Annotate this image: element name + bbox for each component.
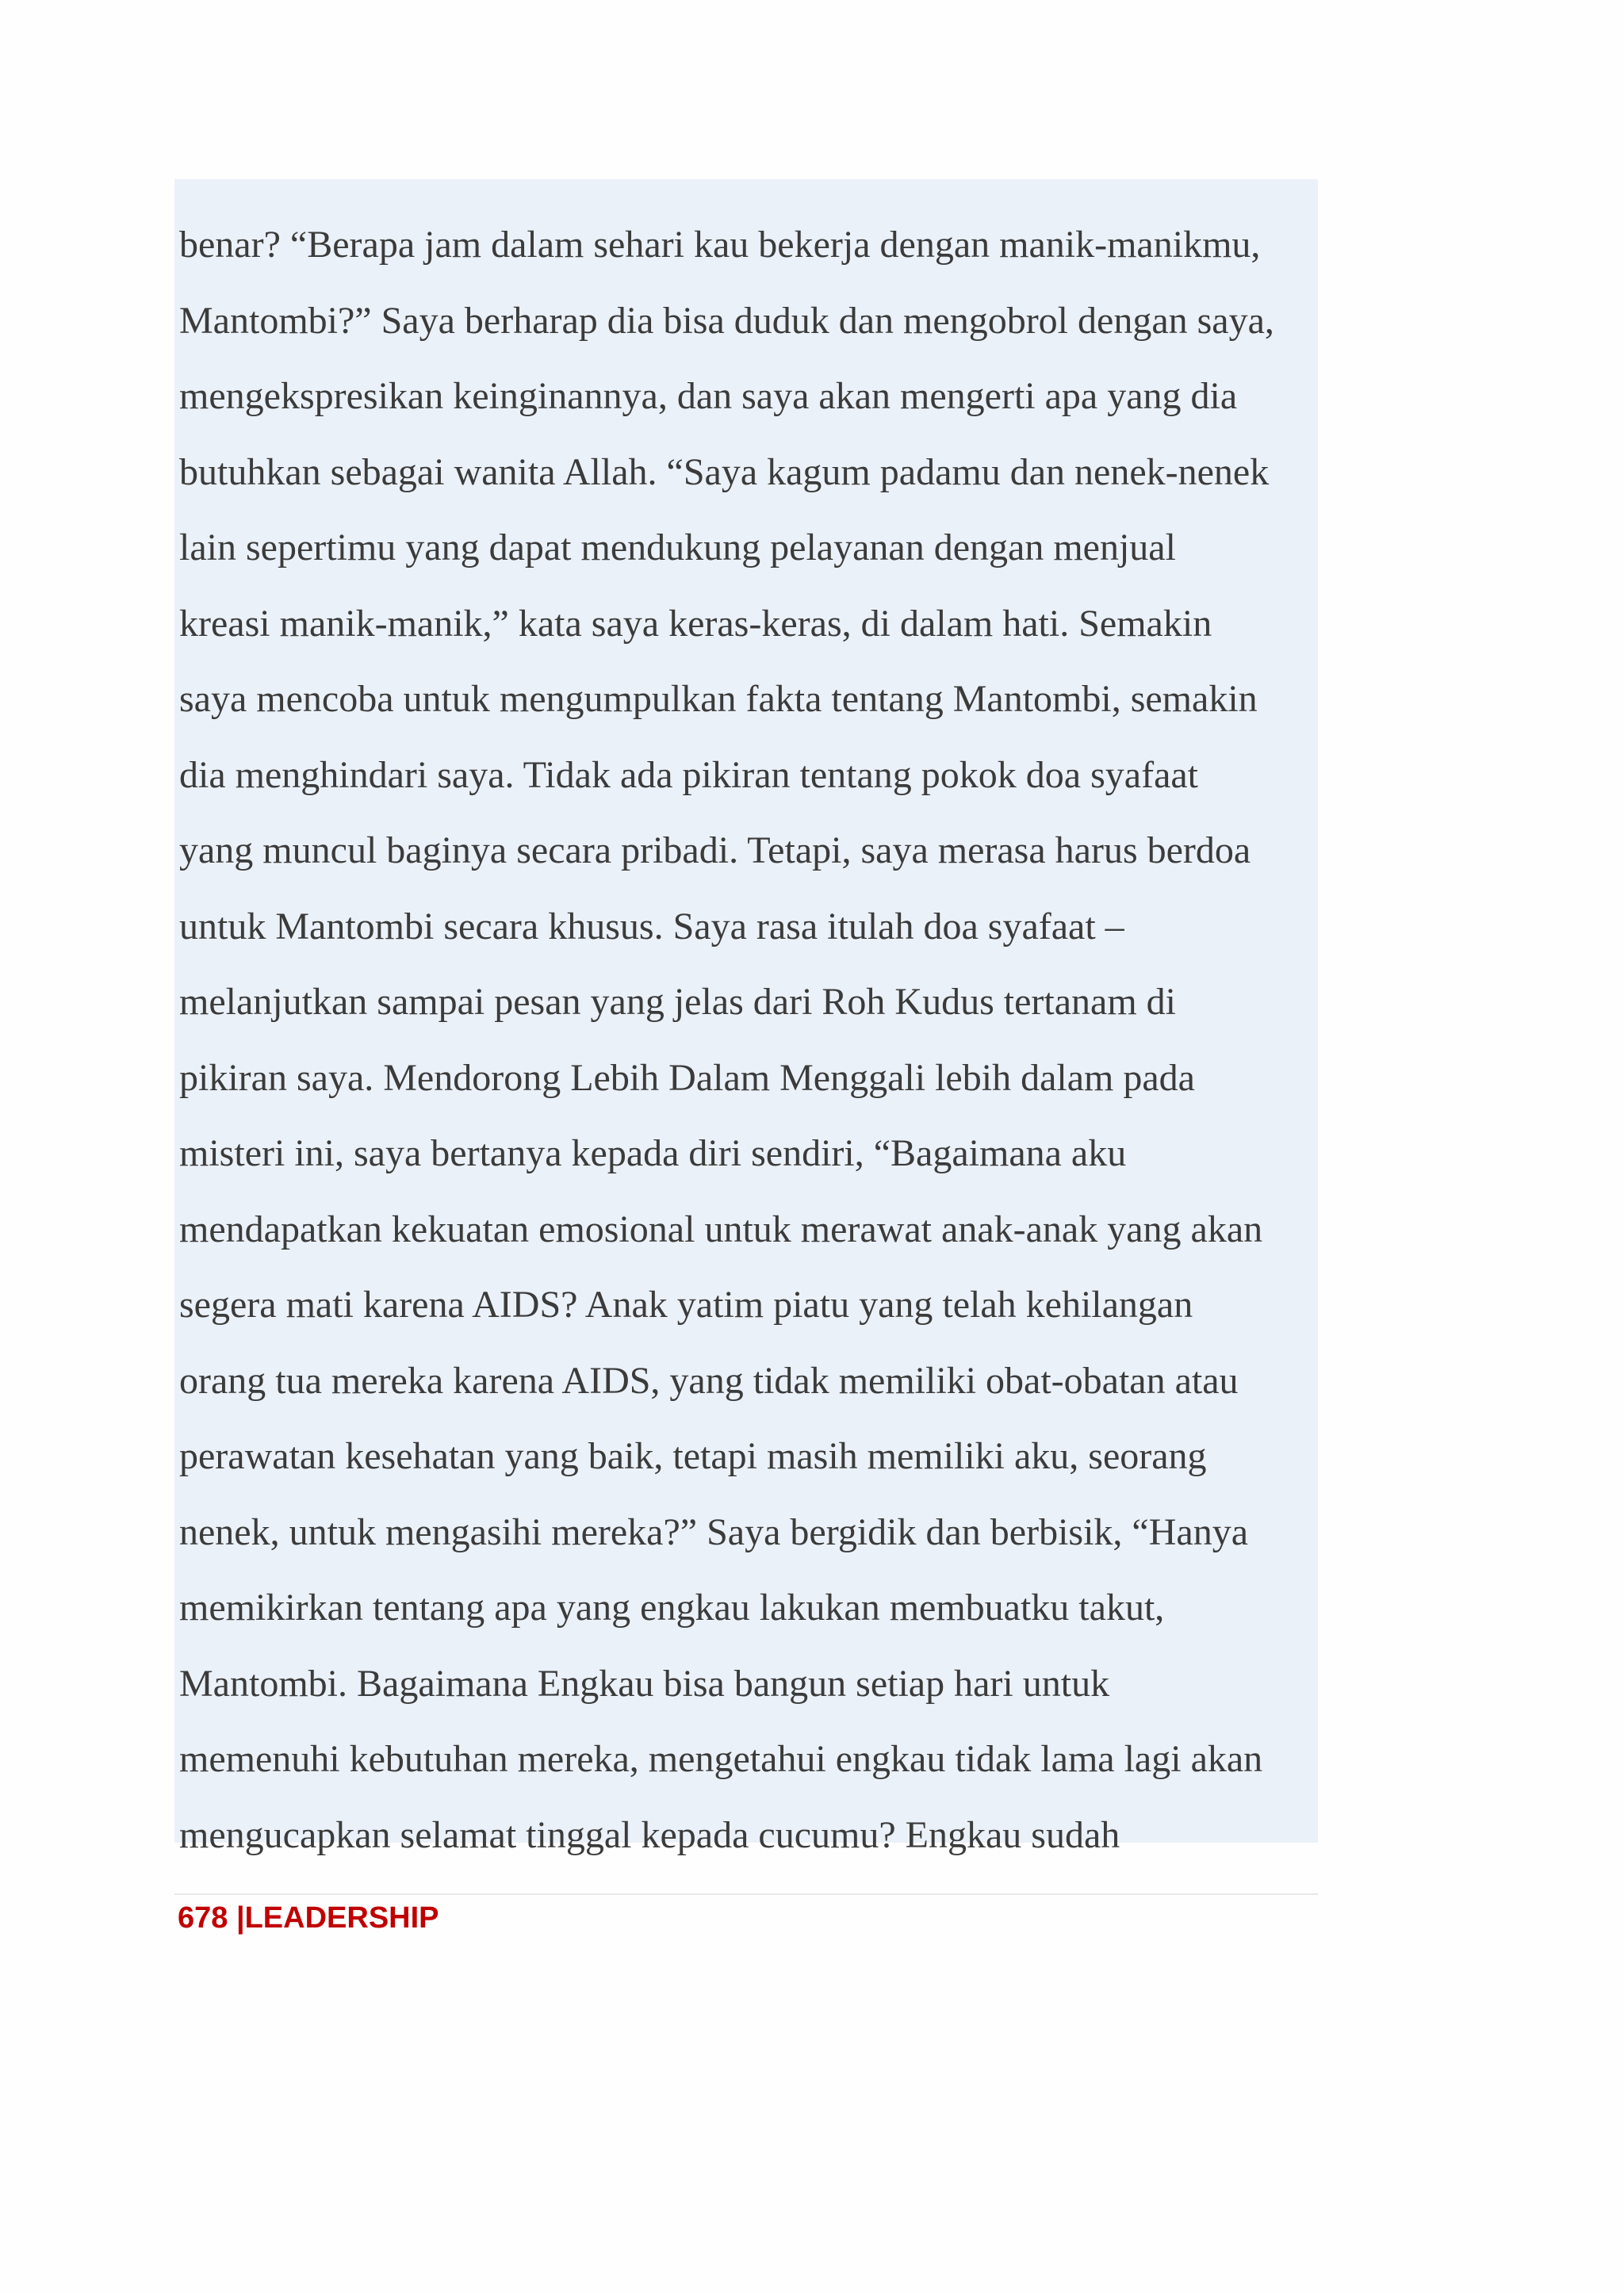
- text-line: segera mati karena AIDS? Anak yatim piatu yang telah kehilangan: [179, 1284, 1193, 1326]
- text-line: memenuhi kebutuhan mereka, mengetahui engkau tidak lama lagi akan: [179, 1738, 1263, 1780]
- page-footer-label: 678 |LEADERSHIP: [178, 1901, 439, 1935]
- text-line: mengekspresikan keinginannya, dan saya akan mengerti apa yang dia: [179, 375, 1238, 417]
- text-line: melanjutkan sampai pesan yang jelas dari Roh Kudus tertanam di: [179, 981, 1176, 1023]
- text-line: yang muncul baginya secara pribadi. Tetapi, saya merasa harus berdoa: [179, 829, 1251, 871]
- text-line: memikirkan tentang apa yang engkau lakukan membuatku takut,: [179, 1587, 1165, 1629]
- text-line: dia menghindari saya. Tidak ada pikiran tentang pokok doa syafaat: [179, 753, 1199, 796]
- text-line: mengucapkan selamat tinggal kepada cucumu? Engkau sudah: [179, 1813, 1120, 1856]
- text-line: misteri ini, saya bertanya kepada diri sendiri, “Bagaimana aku: [179, 1132, 1127, 1174]
- text-line: lain sepertimu yang dapat mendukung pelayanan dengan menjual: [179, 526, 1176, 568]
- text-line: mendapatkan kekuatan emosional untuk merawat anak-anak yang akan: [179, 1208, 1263, 1250]
- text-line: kreasi manik-manik,” kata saya keras-keras, di dalam hati. Semakin: [179, 602, 1212, 645]
- text-line: Mantombi?” Saya berharap dia bisa duduk dan mengobrol dengan saya,: [179, 299, 1274, 342]
- text-line: untuk Mantombi secara khusus. Saya rasa itulah doa syafaat –: [179, 905, 1124, 947]
- highlighted-text-block: [174, 179, 1318, 1856]
- text-line: Mantombi. Bagaimana Engkau bisa bangun setiap hari untuk: [179, 1662, 1110, 1705]
- text-line: saya mencoba untuk mengumpulkan fakta tentang Mantombi, semakin: [179, 678, 1258, 720]
- footer-divider: [174, 1893, 1318, 1895]
- body-text: [179, 207, 1274, 1873]
- text-line: pikiran saya. Mendorong Lebih Dalam Menggali lebih dalam pada: [179, 1056, 1195, 1099]
- text-line: nenek, untuk mengasihi mereka?” Saya bergidik dan berbisik, “Hanya: [179, 1510, 1249, 1553]
- text-line: benar? “Berapa jam dalam sehari kau bekerja dengan manik-manikmu,: [179, 224, 1261, 266]
- text-line: orang tua mereka karena AIDS, yang tidak memiliki obat-obatan atau: [179, 1359, 1239, 1402]
- text-line: butuhkan sebagai wanita Allah. “Saya kagum padamu dan nenek-nenek: [179, 450, 1270, 493]
- text-line: perawatan kesehatan yang baik, tetapi masih memiliki aku, seorang: [179, 1435, 1207, 1477]
